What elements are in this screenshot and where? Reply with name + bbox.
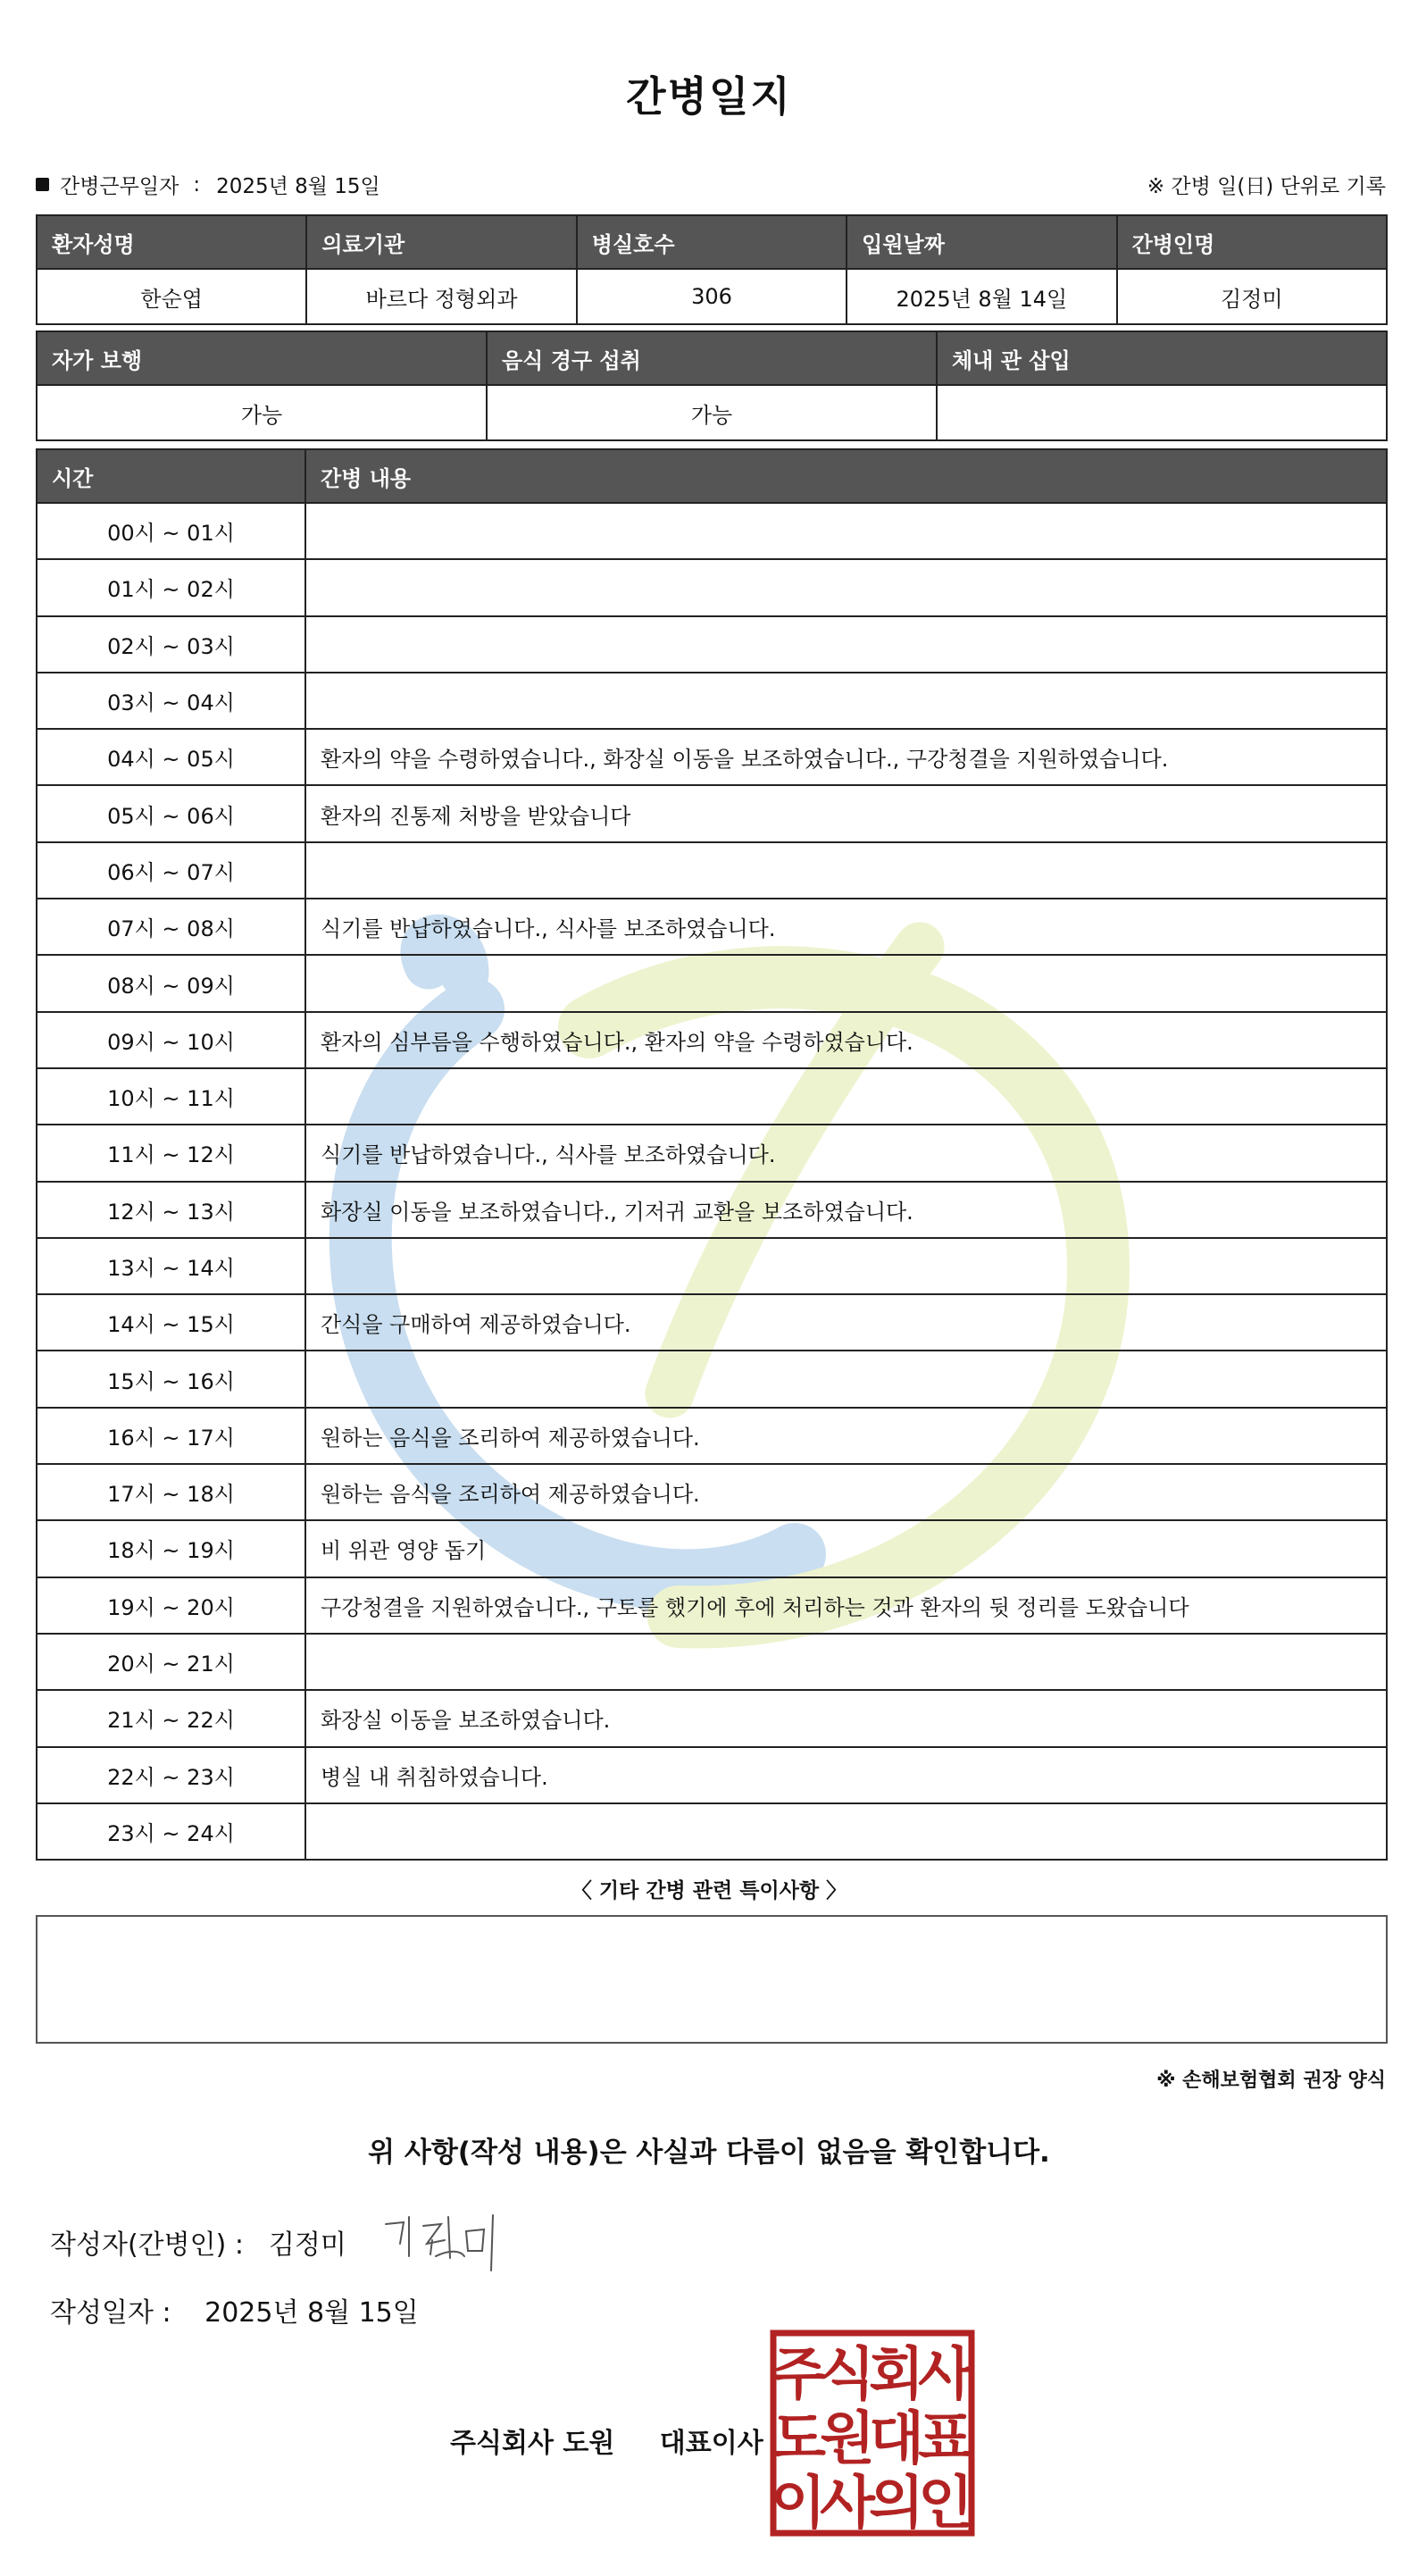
work-date-value: 2025년 8월 15일 xyxy=(216,175,380,198)
care-content-cell: 식기를 반납하였습니다., 식사를 보조하였습니다. xyxy=(305,1125,1387,1181)
care-content-cell: 간식을 구매하여 제공하였습니다. xyxy=(305,1294,1387,1351)
seal-character: 원 xyxy=(820,2406,875,2472)
care-log-table xyxy=(36,448,1388,1861)
confirmation-statement: 위 사항(작성 내용)은 사실과 다름이 없음을 확인합니다. xyxy=(368,2137,1050,2169)
header-admission-date: 입원날짜 xyxy=(847,215,1116,269)
patient-status-table xyxy=(36,330,1388,441)
header-time: 시간 xyxy=(37,449,305,503)
writer-name: 김정미 xyxy=(268,2229,346,2261)
work-date xyxy=(36,170,380,199)
care-content-cell xyxy=(305,1634,1387,1690)
company-name: 주식회사 도원 xyxy=(450,2428,615,2459)
table-row xyxy=(37,1747,1387,1803)
header-patient-name: 환자성명 xyxy=(37,215,306,269)
bullet-square-icon xyxy=(36,178,49,191)
table-row xyxy=(37,1690,1387,1746)
time-cell: 11시 ~ 12시 xyxy=(37,1125,305,1181)
writer-label: 작성자(간병인) : xyxy=(50,2229,244,2261)
seal-character: 식 xyxy=(820,2342,875,2408)
care-content-cell xyxy=(305,1238,1387,1294)
table-row xyxy=(37,1634,1387,1690)
page-title: 간병일지 xyxy=(626,72,792,121)
table-row xyxy=(37,673,1387,729)
seal-character: 인 xyxy=(918,2471,973,2537)
tube-insertion-value xyxy=(937,385,1387,440)
table-row xyxy=(37,1803,1387,1860)
time-cell: 20시 ~ 21시 xyxy=(37,1634,305,1690)
header-oral-intake: 음식 경구 섭취 xyxy=(487,331,937,385)
time-cell: 08시 ~ 09시 xyxy=(37,955,305,1011)
time-cell: 05시 ~ 06시 xyxy=(37,785,305,841)
handwritten-signature xyxy=(379,2204,513,2276)
room-number: 306 xyxy=(577,269,847,324)
care-content-cell: 병실 내 취침하였습니다. xyxy=(305,1747,1387,1803)
table-row xyxy=(37,1520,1387,1577)
time-cell: 04시 ~ 05시 xyxy=(37,729,305,785)
table-row xyxy=(37,559,1387,615)
care-content-cell: 원하는 음식을 조리하여 제공하였습니다. xyxy=(305,1464,1387,1520)
time-cell: 00시 ~ 01시 xyxy=(37,503,305,559)
care-log-body xyxy=(37,503,1387,1860)
care-content-cell: 환자의 심부름을 수행하였습니다., 환자의 약을 수령하였습니다. xyxy=(305,1012,1387,1068)
care-content-cell xyxy=(305,1068,1387,1125)
form-source-note: ※ 손해보험협회 권장 양식 xyxy=(1156,2070,1386,2092)
care-content-cell: 환자의 진통제 처방을 받았습니다 xyxy=(305,785,1387,841)
time-cell: 14시 ~ 15시 xyxy=(37,1294,305,1351)
care-content-cell xyxy=(305,559,1387,615)
admission-date: 2025년 8월 14일 xyxy=(847,269,1116,324)
oral-intake-value: 가능 xyxy=(487,385,937,440)
seal-character: 대 xyxy=(869,2406,924,2472)
header-hospital: 의료기관 xyxy=(306,215,576,269)
special-notes-title: 〈 기타 간병 관련 특이사항 〉 xyxy=(571,1879,847,1903)
table-row xyxy=(37,729,1387,785)
table-row xyxy=(37,955,1387,1011)
company-line xyxy=(450,2421,763,2460)
seal-character: 의 xyxy=(869,2471,924,2537)
self-walking-value: 가능 xyxy=(37,385,487,440)
care-content-cell: 환자의 약을 수령하였습니다., 화장실 이동을 보조하였습니다., 구강청결을 지원하였습니다. xyxy=(305,729,1387,785)
time-cell: 10시 ~ 11시 xyxy=(37,1068,305,1125)
caregiver-name: 김정미 xyxy=(1117,269,1387,324)
work-date-label: 간병근무일자 xyxy=(60,175,179,198)
care-content-cell: 원하는 음식을 조리하여 제공하였습니다. xyxy=(305,1408,1387,1464)
time-cell: 22시 ~ 23시 xyxy=(37,1747,305,1803)
time-cell: 17시 ~ 18시 xyxy=(37,1464,305,1520)
table-row xyxy=(37,899,1387,955)
time-cell: 21시 ~ 22시 xyxy=(37,1690,305,1746)
written-date-line xyxy=(50,2290,419,2329)
seal-character: 주 xyxy=(771,2342,826,2408)
table-row xyxy=(37,1408,1387,1464)
written-date-label: 작성일자 : xyxy=(50,2297,171,2329)
care-content-cell: 화장실 이동을 보조하였습니다., 기저귀 교환을 보조하였습니다. xyxy=(305,1182,1387,1238)
time-cell: 12시 ~ 13시 xyxy=(37,1182,305,1238)
care-content-cell xyxy=(305,1803,1387,1860)
seal-character: 회 xyxy=(869,2342,924,2408)
representative-title: 대표이사 xyxy=(659,2428,763,2459)
seal-character: 사 xyxy=(918,2342,973,2408)
seal-character: 사 xyxy=(820,2471,875,2537)
writer-line xyxy=(50,2222,346,2262)
special-notes-box xyxy=(36,1915,1388,2044)
written-date-value: 2025년 8월 15일 xyxy=(204,2297,419,2329)
care-content-cell xyxy=(305,955,1387,1011)
time-cell: 19시 ~ 20시 xyxy=(37,1577,305,1634)
table-row xyxy=(37,842,1387,899)
time-cell: 02시 ~ 03시 xyxy=(37,616,305,673)
record-note: ※ 간병 일(日) 단위로 기록 xyxy=(1147,175,1386,198)
hospital-name: 바르다 정형외과 xyxy=(306,269,576,324)
time-cell: 09시 ~ 10시 xyxy=(37,1012,305,1068)
care-content-cell: 화장실 이동을 보조하였습니다. xyxy=(305,1690,1387,1746)
table-row xyxy=(37,1012,1387,1068)
care-content-cell: 식기를 반납하였습니다., 식사를 보조하였습니다. xyxy=(305,899,1387,955)
table-row xyxy=(37,503,1387,559)
table-row xyxy=(37,1182,1387,1238)
table-row xyxy=(37,1238,1387,1294)
seal-character: 이 xyxy=(771,2471,826,2537)
time-cell: 07시 ~ 08시 xyxy=(37,899,305,955)
table-row xyxy=(37,1464,1387,1520)
table-row xyxy=(37,1068,1387,1125)
header-tube-insertion: 체내 관 삽입 xyxy=(937,331,1387,385)
care-content-cell xyxy=(305,1351,1387,1407)
table-row xyxy=(37,1294,1387,1351)
seal-character: 도 xyxy=(771,2406,826,2472)
care-content-cell xyxy=(305,616,1387,673)
patient-info-table xyxy=(36,214,1388,325)
time-cell: 15시 ~ 16시 xyxy=(37,1351,305,1407)
time-cell: 01시 ~ 02시 xyxy=(37,559,305,615)
header-care-content: 간병 내용 xyxy=(305,449,1387,503)
header-caregiver-name: 간병인명 xyxy=(1117,215,1387,269)
care-content-cell xyxy=(305,842,1387,899)
table-row xyxy=(37,1577,1387,1634)
time-cell: 03시 ~ 04시 xyxy=(37,673,305,729)
patient-name: 한순엽 xyxy=(37,269,306,324)
time-cell: 06시 ~ 07시 xyxy=(37,842,305,899)
care-content-cell xyxy=(305,503,1387,559)
time-cell: 18시 ~ 19시 xyxy=(37,1520,305,1577)
time-cell: 16시 ~ 17시 xyxy=(37,1408,305,1464)
care-content-cell: 비 위관 영양 돕기 xyxy=(305,1520,1387,1577)
table-row xyxy=(37,616,1387,673)
time-cell: 23시 ~ 24시 xyxy=(37,1803,305,1860)
time-cell: 13시 ~ 14시 xyxy=(37,1238,305,1294)
seal-character: 표 xyxy=(918,2406,973,2472)
company-seal xyxy=(770,2329,975,2537)
care-content-cell xyxy=(305,673,1387,729)
table-row xyxy=(37,1125,1387,1181)
header-self-walking: 자가 보행 xyxy=(37,331,487,385)
table-row xyxy=(37,1351,1387,1407)
table-row xyxy=(37,785,1387,841)
header-room-number: 병실호수 xyxy=(577,215,847,269)
work-date-separator: : xyxy=(193,172,201,197)
care-content-cell: 구강청결을 지원하였습니다., 구토를 했기에 후에 처리하는 것과 환자의 뒷 정리를 도왔습니다 xyxy=(305,1577,1387,1634)
